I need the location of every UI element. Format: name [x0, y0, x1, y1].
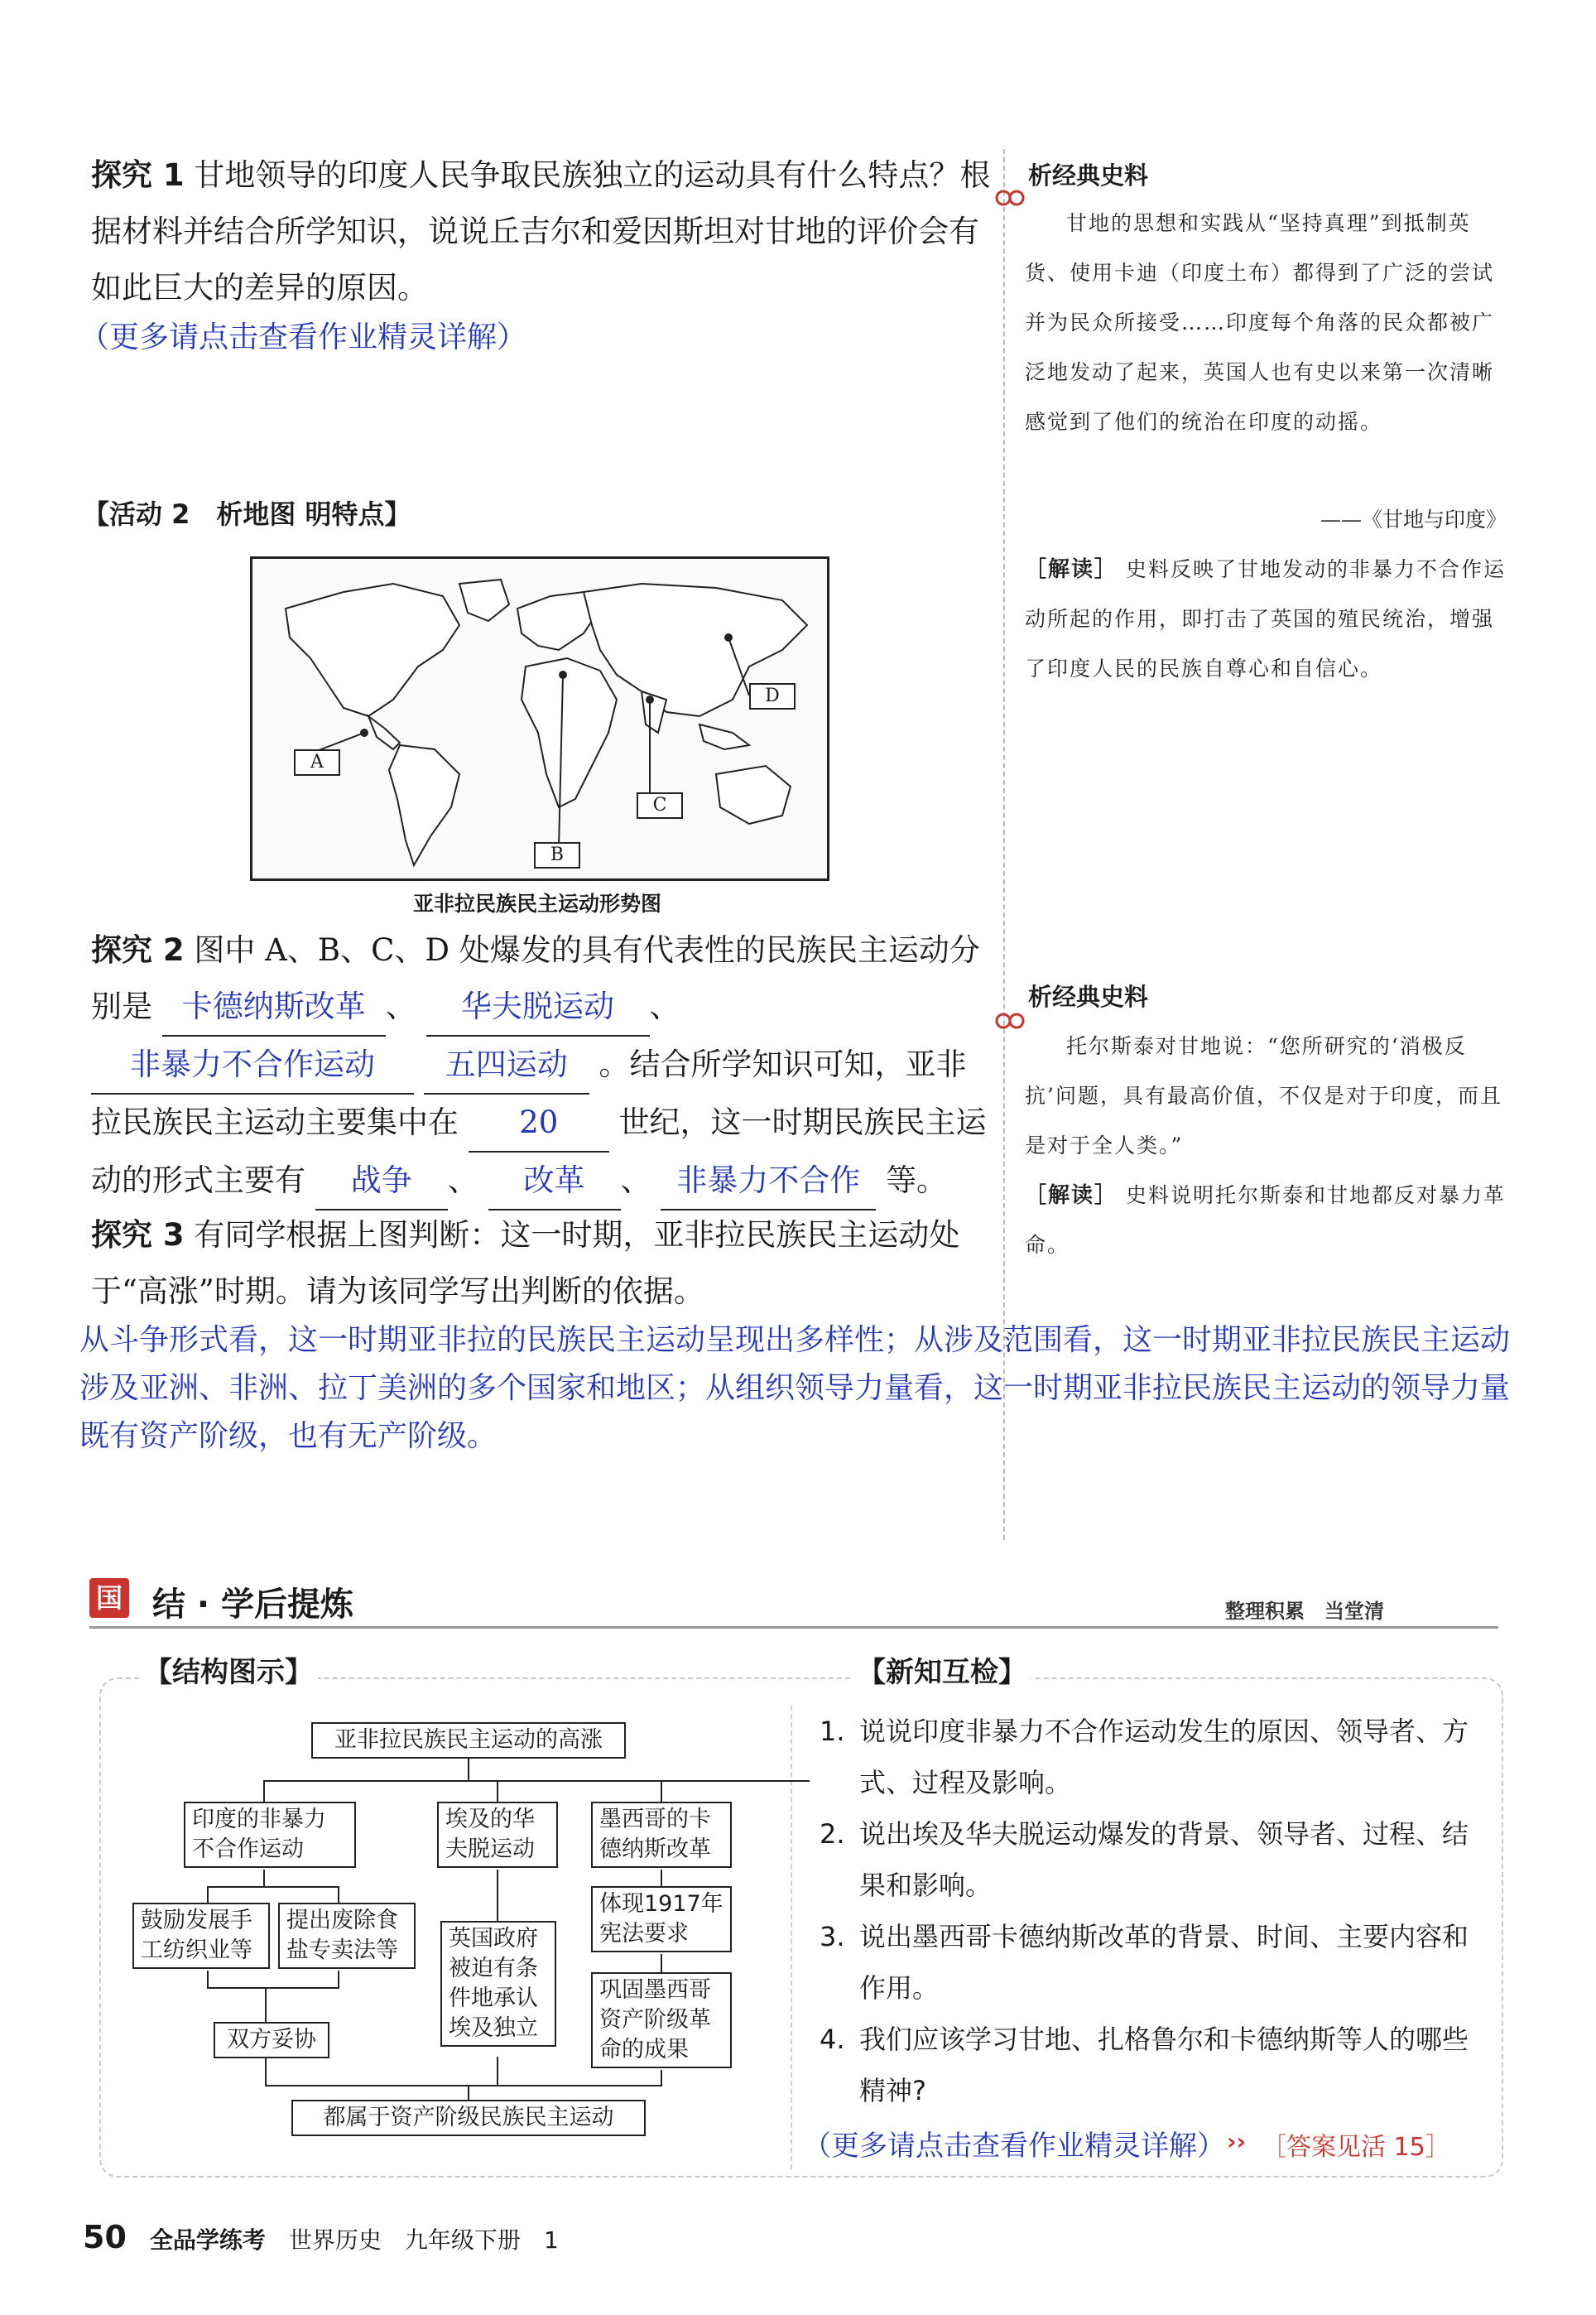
explore1-block — [91, 147, 993, 316]
node-india-child-1: 鼓励发展手工纺织业等 — [132, 1903, 270, 1969]
footer — [83, 2219, 559, 2255]
question-num: 2. — [820, 1818, 845, 1850]
answer-form-2: 改革 — [488, 1153, 621, 1210]
explore2-text1: 图中 A、B、C、D 处爆发的具有代表性的民族民主运动分别是 — [91, 932, 980, 1024]
question-text: 说说印度非暴力不合作运动发生的原因、领导者、方式、过程及影响。 — [859, 1716, 1469, 1798]
answer-reference[interactable]: ［答案见活 15］ — [1262, 2133, 1450, 2162]
more-link-2[interactable]: （更多请点击查看作业精灵详解） — [803, 2130, 1225, 2163]
explore1-label: 探究 1 — [91, 157, 185, 193]
structure-title: 【结构图示】 — [139, 1649, 318, 1690]
sidebar1-text: 甘地的思想和实践从“坚持真理”到抵制英货、使用卡迪（印度土布）都得到了广泛的尝试并为民众所接受……印度每个角落的民众都被广泛地发动了起来，英国人也有史以来第一次清晰感觉到了他们的统治在印度的动摇。 — [1025, 211, 1495, 434]
node-egypt: 埃及的华夫脱运动 — [437, 1802, 558, 1868]
explore1-more-link[interactable]: （更多请点击查看作业精灵详解） — [79, 320, 527, 354]
summary-right-tag: 整理积累 当堂清 — [1225, 1600, 1384, 1623]
node-mexico-child-1: 体现1917年宪法要求 — [591, 1886, 732, 1952]
answer-century: 20 — [469, 1095, 609, 1153]
map-caption: 亚非拉民族民主运动形势图 — [412, 892, 661, 916]
node-egypt-child-1: 英国政府被迫有条件地承认埃及独立 — [440, 1921, 556, 2047]
explore2-text4: 等。 — [886, 1162, 948, 1198]
question-text: 说出墨西哥卡德纳斯改革的背景、时间、主要内容和作用。 — [859, 1921, 1469, 2004]
question-list — [820, 1706, 1490, 2116]
answer-form-3: 非暴力不合作 — [661, 1153, 876, 1210]
summary-icon — [89, 1578, 129, 1618]
node-root: 亚非拉民族民主运动的高涨 — [311, 1722, 626, 1759]
map-label-a: A — [294, 749, 340, 776]
explore2-label: 探究 2 — [91, 932, 185, 968]
map-label-b: B — [534, 842, 580, 869]
grade-name: 九年级下册 — [404, 2226, 521, 2254]
explore1-question: 甘地领导的印度人民争取民族独立的运动具有什么特点？根据材料并结合所学知识，说说丘吉尔和爱因斯坦对甘地的评价会有如此巨大的差异的原因。 — [91, 157, 991, 306]
question-num: 1. — [820, 1716, 845, 1747]
answer-form-1: 战争 — [315, 1153, 448, 1210]
node-mexico-child-2: 巩固墨西哥资产阶级革命的成果 — [591, 1972, 732, 2068]
sidebar1-note — [1025, 545, 1507, 694]
question-text: 说出埃及华夫脱运动爆发的背景、领导者、过程、结果和影响。 — [859, 1818, 1469, 1901]
answer-a: 卡德纳斯改革 — [162, 979, 386, 1037]
newknow-title: 【新知互检】 — [853, 1649, 1031, 1690]
sidebar2-title: 析经典史料 — [1028, 983, 1149, 1011]
question-text: 我们应该学习甘地、扎格鲁尔和卡德纳斯等人的哪些精神? — [859, 2024, 1469, 2106]
page-number: 50 — [83, 2219, 127, 2255]
summary-icon-char: 国 — [95, 1582, 123, 1614]
sep-3: 、 — [447, 1162, 478, 1198]
sep-1: 、 — [385, 989, 416, 1024]
answer-d: 五四运动 — [424, 1037, 589, 1095]
node-bottom: 都属于资产阶级民族民主运动 — [291, 2100, 646, 2136]
sidebar1-note-label: ［解读］ — [1025, 557, 1118, 582]
question-item — [820, 1706, 1490, 1808]
question-item — [820, 2014, 1490, 2116]
map-label-c: C — [637, 792, 683, 819]
summary-rule — [89, 1626, 1498, 1629]
map-label-d: D — [749, 683, 796, 710]
node-india: 印度的非暴力不合作运动 — [184, 1802, 356, 1868]
question-item — [820, 1911, 1490, 2014]
world-map-outline — [252, 559, 827, 878]
question-num: 3. — [820, 1921, 845, 1952]
explore3-question: 有同学根据上图判断：这一时期，亚非拉民族民主运动处于“高涨”时期。请为该同学写出判断的依据。 — [91, 1217, 960, 1309]
world-map — [250, 556, 829, 881]
footer-extra: 1 — [543, 2226, 559, 2254]
question-item — [820, 1808, 1490, 1911]
sidebar2-note-text: 史料说明托尔斯泰和甘地都反对暴力革命。 — [1025, 1183, 1506, 1257]
sep-2: 、 — [649, 989, 680, 1024]
answer-c: 非暴力不合作运动 — [91, 1037, 414, 1095]
sidebar1-note-text: 史料反映了甘地发动的非暴力不合作运动所起的作用，即打击了英国的殖民统治，增强了印度人民的民族自尊心和自信心。 — [1025, 557, 1506, 681]
node-mexico: 墨西哥的卡德纳斯改革 — [591, 1802, 732, 1868]
explore3-label: 探究 3 — [91, 1217, 185, 1253]
summary-divider — [791, 1706, 792, 2169]
answer-arrow-icon: ›› — [1227, 2128, 1247, 2155]
explore2-text2: 。结合所学知识可知，亚非拉民族民主运动主要集中在 — [91, 1047, 967, 1140]
subject-name: 世界历史 — [288, 2226, 382, 2254]
sidebar1-source: ——《甘地与印度》 — [1320, 508, 1507, 532]
book-name: 全品学练考 — [149, 2226, 266, 2254]
explore2-text3: 世纪，这一时期民族民主运动的形式主要有 — [91, 1105, 987, 1198]
answer-b: 华夫脱运动 — [426, 979, 650, 1037]
summary-title: 结 · 学后提炼 — [152, 1586, 354, 1624]
sidebar2-text: 托尔斯泰对甘地说：“您所研究的‘消极反抗’问题，具有最高价值，不仅是对于印度，而且是对于全人类。” — [1025, 1034, 1502, 1158]
explore3-answer: 从斗争形式看，这一时期亚非拉的民族民主运动呈现出多样性；从涉及范围看，这一时期亚非拉民族民主运动涉及亚洲、非洲、拉丁美洲的多个国家和地区；从组织领导力量看，这一时期亚非拉民族民主运动的领导力量既有资产阶级，也有无产阶级。 — [79, 1323, 1511, 1453]
explore2-block — [91, 922, 993, 1210]
question-num: 4. — [820, 2024, 845, 2055]
sidebar2-note-label: ［解读］ — [1025, 1183, 1118, 1208]
node-india-child-2: 提出废除食盐专卖法等 — [278, 1903, 416, 1969]
sidebar2-note — [1025, 1171, 1507, 1270]
sep-4: 、 — [620, 1162, 651, 1198]
explore3-block — [91, 1207, 993, 1320]
activity2-title: 【活动 2 析地图 明特点】 — [83, 498, 411, 530]
sidebar1-title: 析经典史料 — [1028, 161, 1149, 190]
node-india-child-3: 双方妥协 — [214, 2022, 329, 2058]
